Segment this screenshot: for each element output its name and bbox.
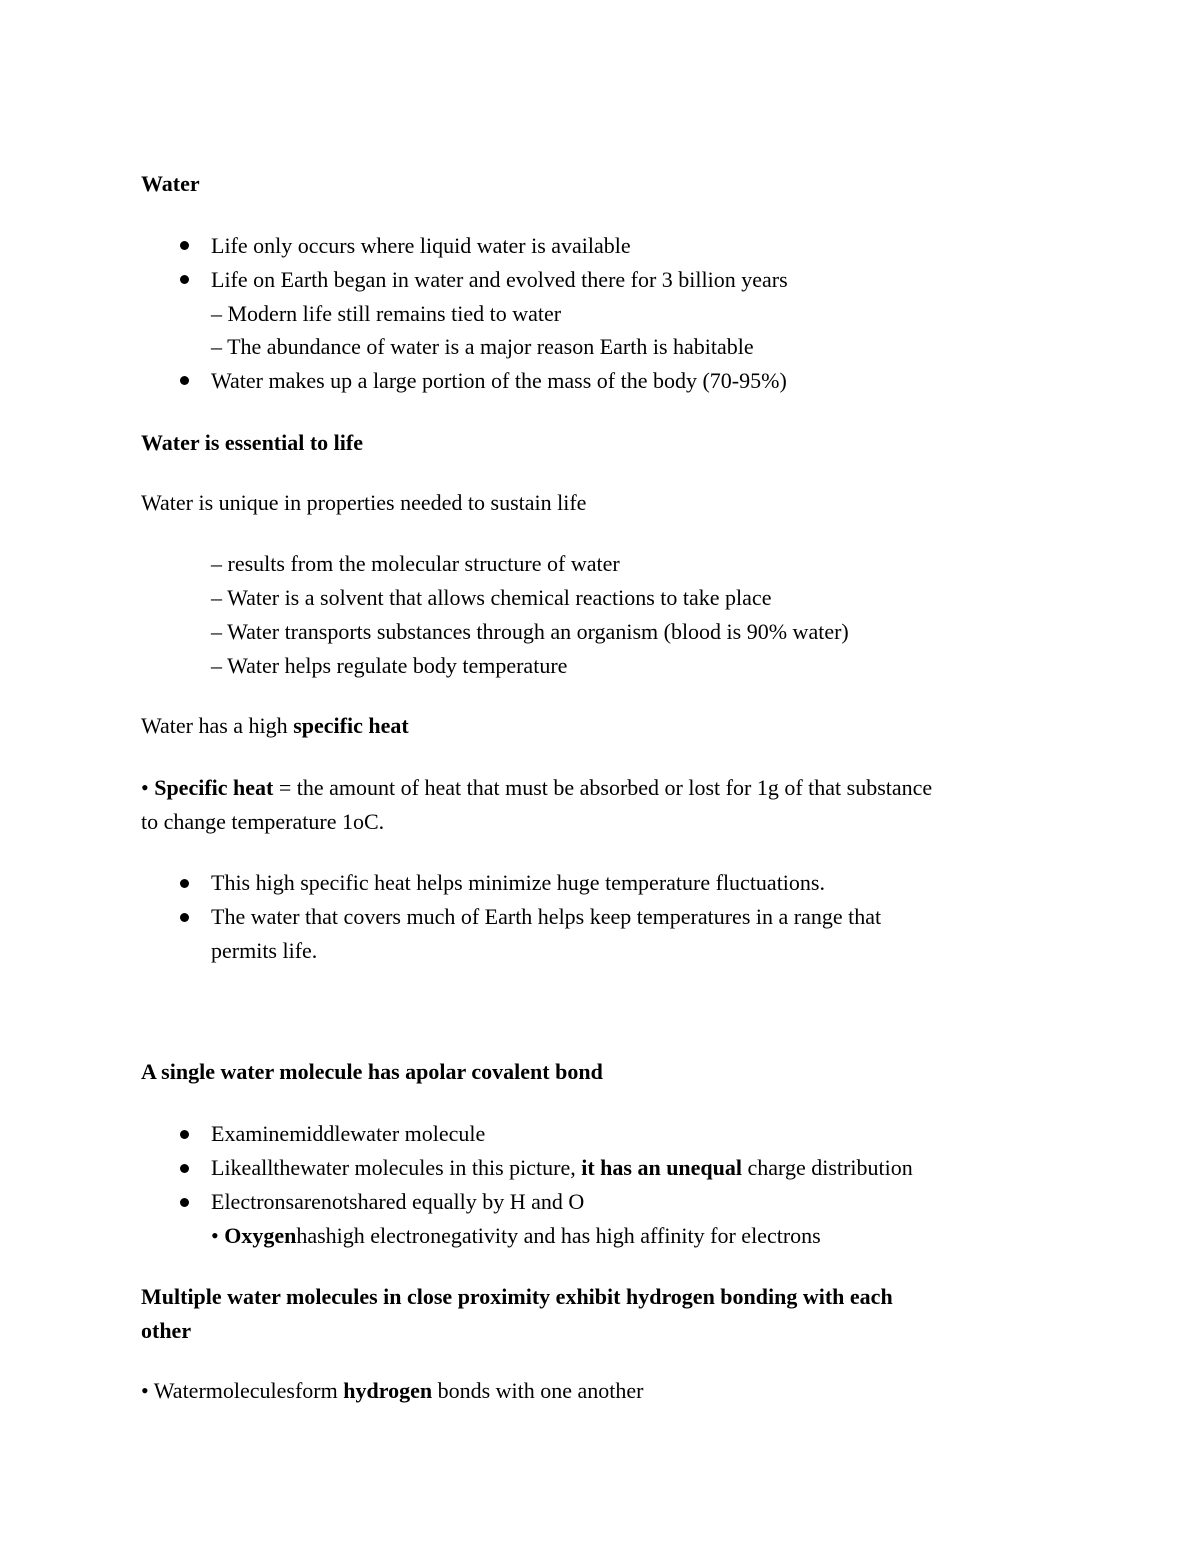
heading-multiple-molecules: Multiple water molecules in close proximity exhibit hydrogen bonding with each bbox=[141, 1284, 893, 1309]
definition-prefix: • bbox=[141, 775, 155, 800]
list-item-pre: Likeallthewater molecules in this picture, bbox=[211, 1155, 582, 1180]
list-item: Life only occurs where liquid water is available bbox=[211, 233, 631, 258]
bullet-dot bbox=[180, 1164, 189, 1173]
definition-line bbox=[141, 775, 932, 801]
bullet-dot bbox=[180, 1130, 189, 1139]
specific-heat-line bbox=[141, 713, 409, 739]
definition-term: Specific heat bbox=[154, 775, 274, 800]
sub-list-item: – Modern life still remains tied to water bbox=[211, 301, 562, 326]
dash-item: – Water helps regulate body temperature bbox=[211, 653, 568, 678]
heading-multiple-molecules-cont: other bbox=[141, 1318, 192, 1343]
bullet-dot bbox=[180, 913, 189, 922]
definition-line-2: to change temperature 1oC. bbox=[141, 809, 385, 834]
hydrogen-prefix: • Watermoleculesform bbox=[141, 1378, 344, 1403]
definition-rest: = the amount of heat that must be absorbed or lost for 1g of that substance bbox=[273, 775, 933, 800]
list-item-bold: it has an unequal bbox=[581, 1155, 743, 1180]
list-item-continuation: permits life. bbox=[211, 938, 318, 963]
list-item: This high specific heat helps minimize huge temperature fluctuations. bbox=[211, 870, 825, 895]
bullet-dot bbox=[180, 376, 189, 385]
sub-bold: Oxygen bbox=[224, 1223, 297, 1248]
intro-text: Water is unique in properties needed to sustain life bbox=[141, 490, 587, 515]
list-item: Examinemiddlewater molecule bbox=[211, 1121, 486, 1146]
list-item-post: charge distribution bbox=[742, 1155, 913, 1180]
list-item bbox=[211, 1155, 913, 1181]
hydrogen-rest: bonds with one another bbox=[432, 1378, 644, 1403]
list-item: The water that covers much of Earth helps keep temperatures in a range that bbox=[211, 904, 882, 929]
sub-prefix: • bbox=[211, 1223, 225, 1248]
list-item: Life on Earth began in water and evolved there for 3 billion years bbox=[211, 267, 788, 292]
heading-water: Water bbox=[141, 171, 200, 196]
list-item: Water makes up a large portion of the mass of the body (70-95%) bbox=[211, 368, 787, 393]
hydrogen-bond-line bbox=[141, 1378, 643, 1404]
bullet-dot bbox=[180, 879, 189, 888]
heading-single-molecule: A single water molecule has apolar covalent bond bbox=[141, 1059, 603, 1084]
specific-heat-pre: Water has a high bbox=[141, 713, 294, 738]
sub-rest: hashigh electronegativity and has high affinity for electrons bbox=[296, 1223, 821, 1248]
dash-item: – results from the molecular structure of water bbox=[211, 551, 620, 576]
specific-heat-term: specific heat bbox=[293, 713, 409, 738]
list-item: Electronsarenotshared equally by H and O bbox=[211, 1189, 585, 1214]
dash-item: – Water transports substances through an organism (blood is 90% water) bbox=[211, 619, 849, 644]
hydrogen-term: hydrogen bbox=[343, 1378, 433, 1403]
dash-item: – Water is a solvent that allows chemical reactions to take place bbox=[211, 585, 772, 610]
bullet-dot bbox=[180, 241, 189, 250]
sub-list-item: – The abundance of water is a major reason Earth is habitable bbox=[211, 334, 754, 359]
sub-list-item bbox=[211, 1223, 821, 1249]
bullet-dot bbox=[180, 1198, 189, 1207]
bullet-dot bbox=[180, 275, 189, 284]
heading-essential: Water is essential to life bbox=[141, 430, 363, 455]
